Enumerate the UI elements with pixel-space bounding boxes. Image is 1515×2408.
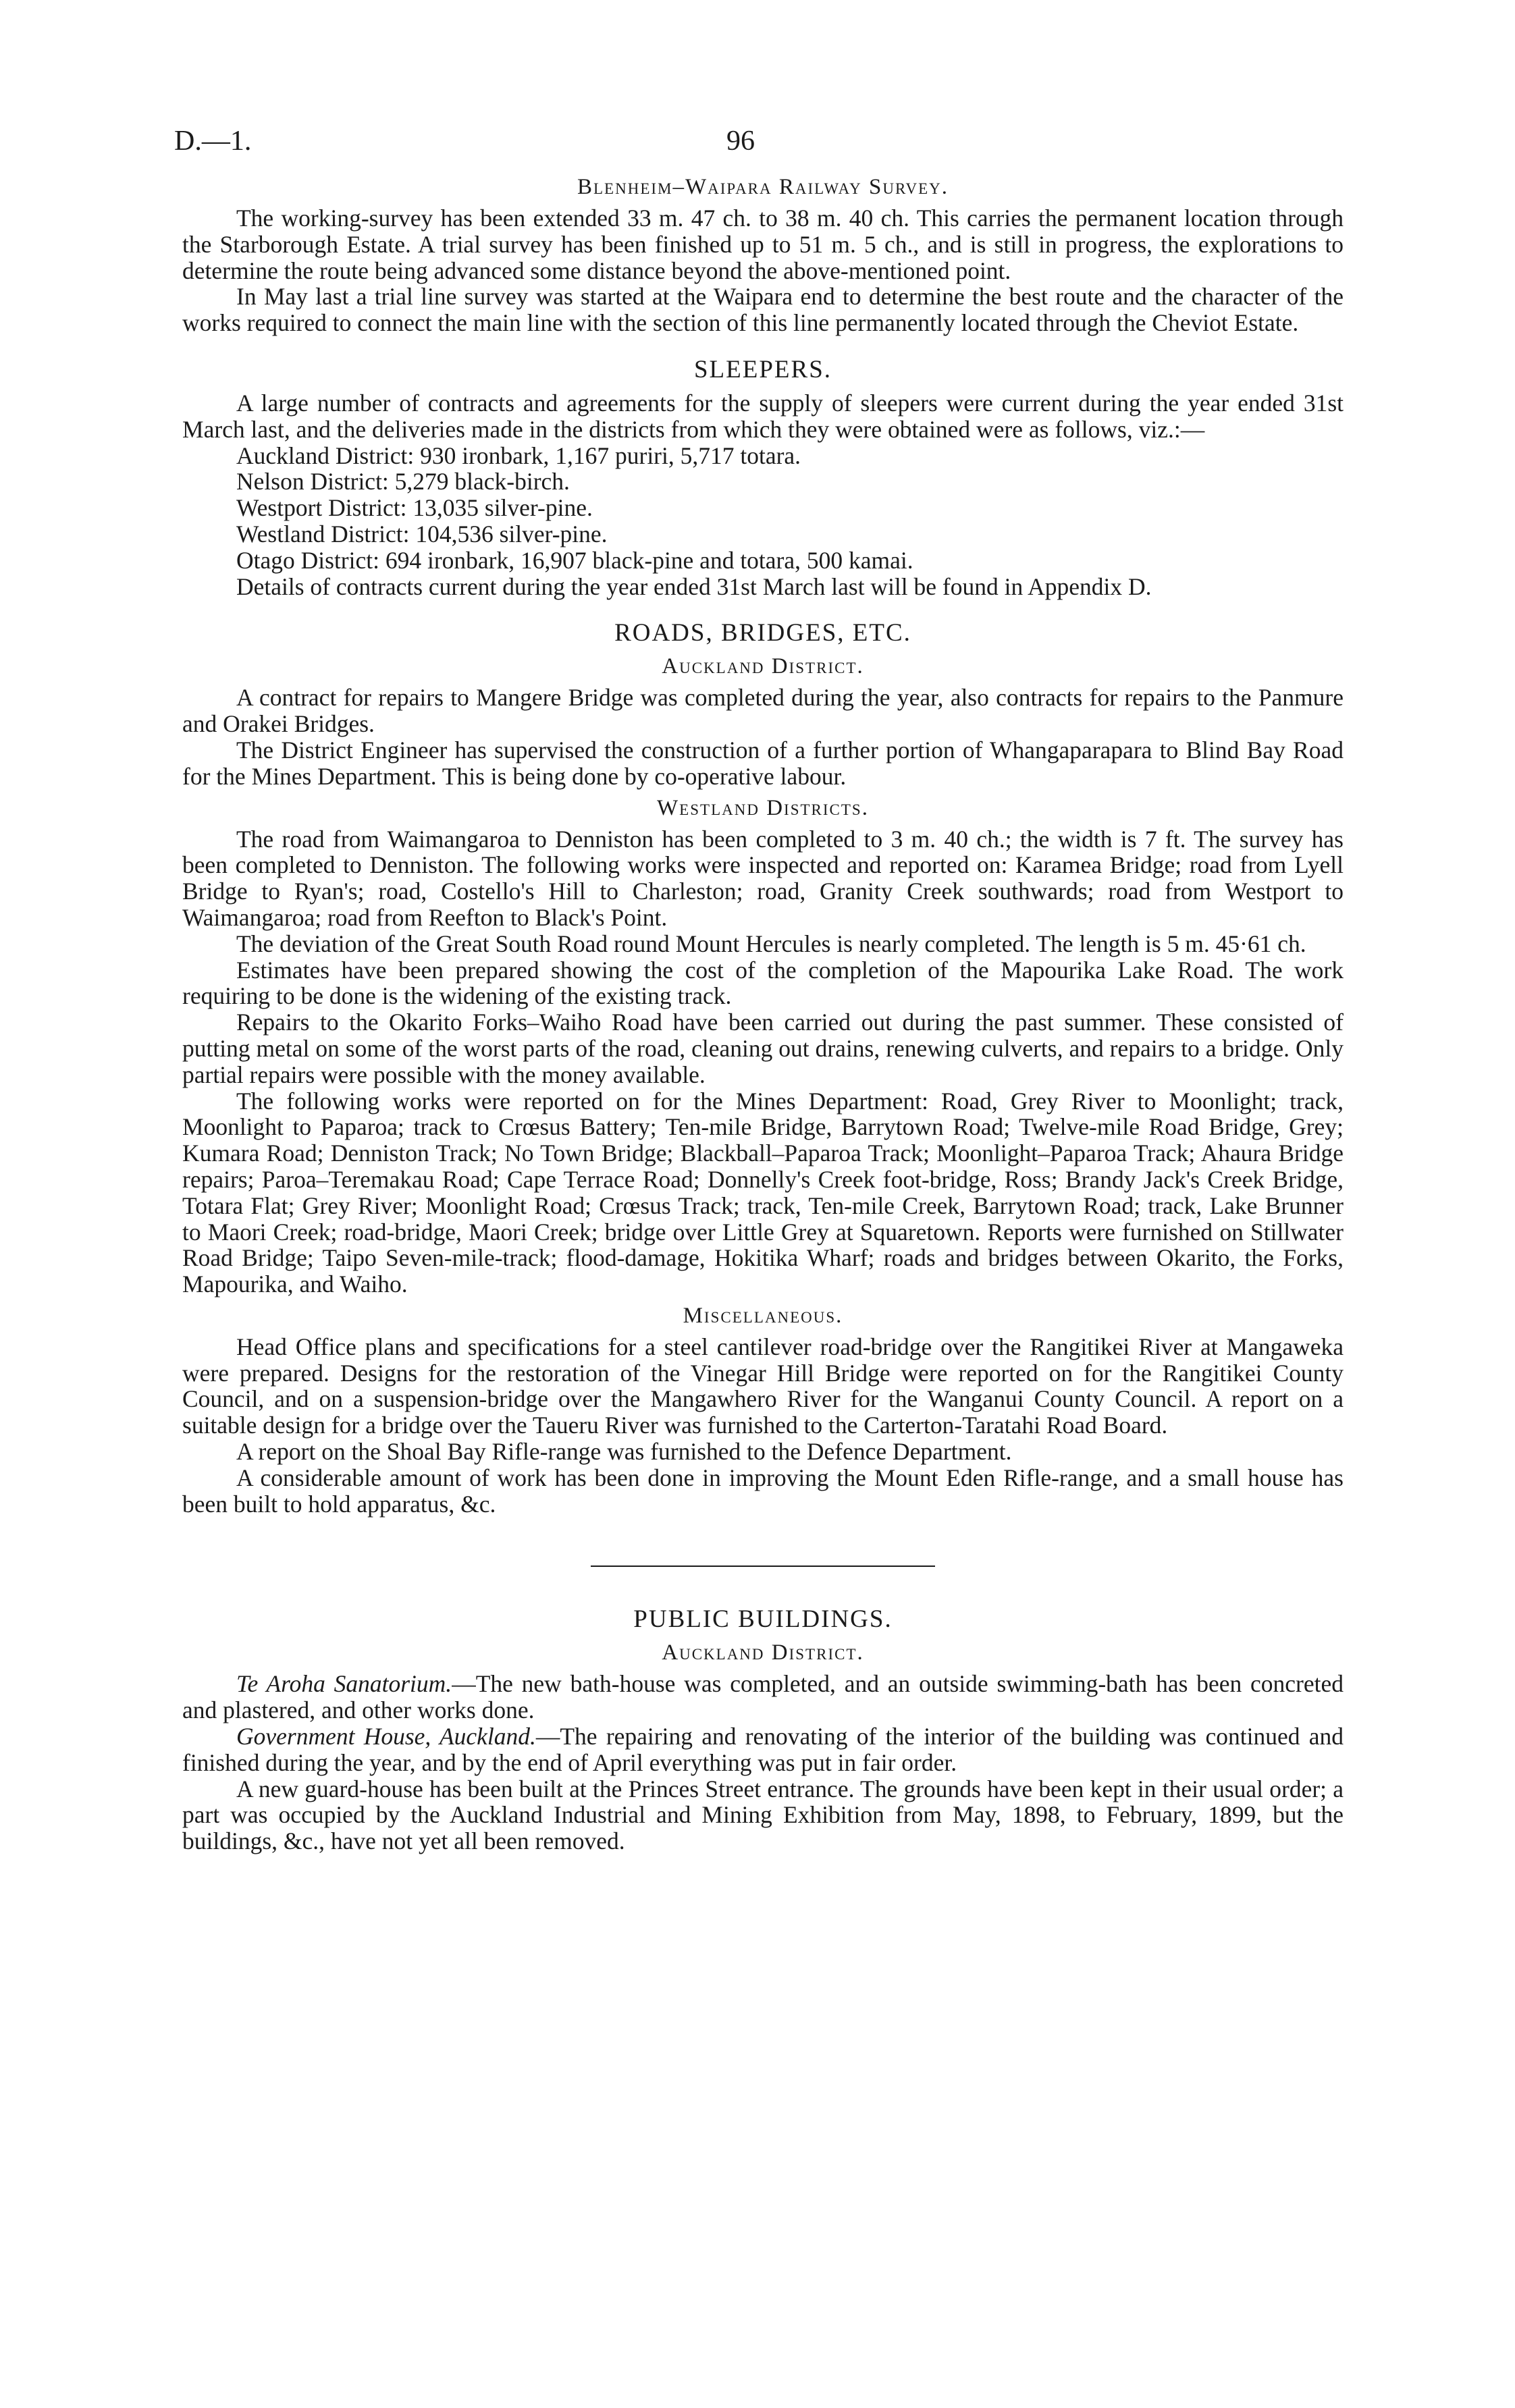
subheading-westland: Westland Districts.: [657, 795, 869, 820]
paragraph: The working-survey has been extended 33 m. 47 ch. to 38 m. 40 ch. This carries the permanent location through the Starborough Estate. A trial survey has been finished up to 51 m. 5 ch., and is still in progress, the explorations to determine the route being advanced some distance beyond the above-mentioned point.: [182, 205, 1344, 284]
paragraph: Details of contracts current during the year ended 31st March last will be found in Appendix D.: [236, 572, 1152, 600]
paragraph: Head Office plans and specifications for a steel cantilever road-bridge over the Rangitikei River at Mangaweka were prepared. Designs for the restoration of the Vinegar Hill Bridge were reported on for the Rangitikei County Council, and on a suspension-bridge over the Mangawhero River for the Wanganui County Council. A report on a suitable design for a bridge over the Taueru River was furnished to the Carterton-Taratahi Road Board.: [182, 1333, 1344, 1439]
paragraph: Government House, Auckland.—The repairing and renovating of the interior of the building was continued and finished during the year, and by the end of April everything was put in fair order.: [182, 1723, 1344, 1776]
item-title: Government House, Auckland.: [236, 1723, 536, 1750]
subheading-auckland: Auckland District.: [662, 1640, 864, 1665]
list-item: Nelson District: 5,279 black-birch.: [236, 468, 570, 496]
paragraph: The following works were reported on for the Mines Department: Road, Grey River to Moonlight; track, Moonlight to Paparoa; track to Crœsus Battery; Ten-mile Bridge, Barrytown Road; Twelve-mile Road Bridge, Grey; Kumara Road; Denniston Track; No Town Bridge; Blackball–Paparoa Track; Moonlight–Paparoa Track; Ahaura Bridge repairs; Paroa–Teremakau Road; Cape Terrace Road; Donnelly's Creek foot-bridge, Ross; Brandy Jack's Creek Bridge, Totara Flat; Grey River; Moonlight Road; Crœsus Track; track, Ten-mile Creek, Barrytown Road; track, Lake Brunner to Maori Creek; road-bridge, Maori Creek; bridge over Little Grey at Squaretown. Reports were furnished on Stillwater Road Bridge; Taipo Seven-mile-track; flood-damage, Hokitika Wharf; roads and bridges between Okarito, the Forks, Mapourika, and Waiho.: [182, 1087, 1344, 1298]
list-item: Auckland District: 930 ironbark, 1,167 puriri, 5,717 totara.: [236, 442, 801, 469]
paragraph: A considerable amount of work has been done in improving the Mount Eden Rifle-range, and a small house has been built to hold apparatus, &c.: [182, 1464, 1344, 1518]
section-heading-public-buildings: PUBLIC BUILDINGS.: [633, 1605, 893, 1634]
paragraph: A new guard-house has been built at the Princes Street entrance. The grounds have been kept in their usual order; a part was occupied by the Auckland Industrial and Mining Exhibition from May, 1898, to February, 1899, but the buildings, &c., have not yet all been removed.: [182, 1775, 1344, 1855]
section-heading-blenheim: Blenheim–Waipara Railway Survey.: [577, 175, 949, 199]
document-page: [174, 126, 1344, 1855]
list-item: Otago District: 694 ironbark, 16,907 black-pine and totara, 500 kamai.: [236, 546, 913, 574]
paragraph: Te Aroha Sanatorium.—The new bath-house was completed, and an outside swimming-bath has been concreted and plastered, and other works done.: [182, 1670, 1344, 1724]
list-item: Westland District: 104,536 silver-pine.: [236, 520, 608, 547]
item-title: Te Aroha Sanatorium.: [236, 1670, 452, 1698]
subheading-miscellaneous: Miscellaneous.: [683, 1303, 843, 1328]
paragraph: A large number of contracts and agreements for the supply of sleepers were current during the year ended 31st March last, and the deliveries made in the districts from which they were obtained were as follows, viz.:—: [182, 389, 1344, 443]
paragraph: Repairs to the Okarito Forks–Waiho Road have been carried out during the past summer. These consisted of putting metal on some of the worst parts of the road, cleaning out drains, renewing culverts, and repairs to a bridge. Only partial repairs were possible with the money available.: [182, 1009, 1344, 1088]
page-number: 96: [726, 126, 755, 157]
paragraph: Estimates have been prepared showing the cost of the completion of the Mapourika Lake Road. The work requiring to be done is the widening of the existing track.: [182, 956, 1344, 1010]
paragraph: A report on the Shoal Bay Rifle-range was furnished to the Defence Department.: [236, 1438, 1012, 1466]
paragraph: The District Engineer has supervised the construction of a further portion of Whangaparapara to Blind Bay Road for the Mines Department. This is being done by co-operative labour.: [182, 736, 1344, 790]
document-reference: D.—1.: [174, 126, 252, 157]
list-item: Westport District: 13,035 silver-pine.: [236, 494, 593, 522]
paragraph: The road from Waimangaroa to Denniston has been completed to 3 m. 40 ch.; the width is 7 ft. The survey has been completed to Denniston. The following works were inspected and reported on: Karamea Bridge; road from Lyell Bridge to Ryan's; road, Costello's Hill to Charleston; road, Granity Creek southwards; road from Westport to Waimangaroa; road from Reefton to Black's Point.: [182, 825, 1344, 931]
subheading-auckland: Auckland District.: [662, 654, 864, 679]
section-heading-roads: ROADS, BRIDGES, ETC.: [614, 619, 911, 647]
paragraph: The deviation of the Great South Road round Mount Hercules is nearly completed. The length is 5 m. 45·61 ch.: [236, 930, 1306, 957]
paragraph: In May last a trial line survey was started at the Waipara end to determine the best route and the character of the works required to connect the main line with the section of this line permanently located through the Cheviot Estate.: [182, 283, 1344, 337]
page-header: [174, 126, 1344, 169]
section-heading-sleepers: SLEEPERS.: [693, 355, 832, 383]
paragraph: A contract for repairs to Mangere Bridge was completed during the year, also contracts for repairs to the Panmure and Orakei Bridges.: [182, 684, 1344, 738]
section-divider: [591, 1566, 935, 1567]
